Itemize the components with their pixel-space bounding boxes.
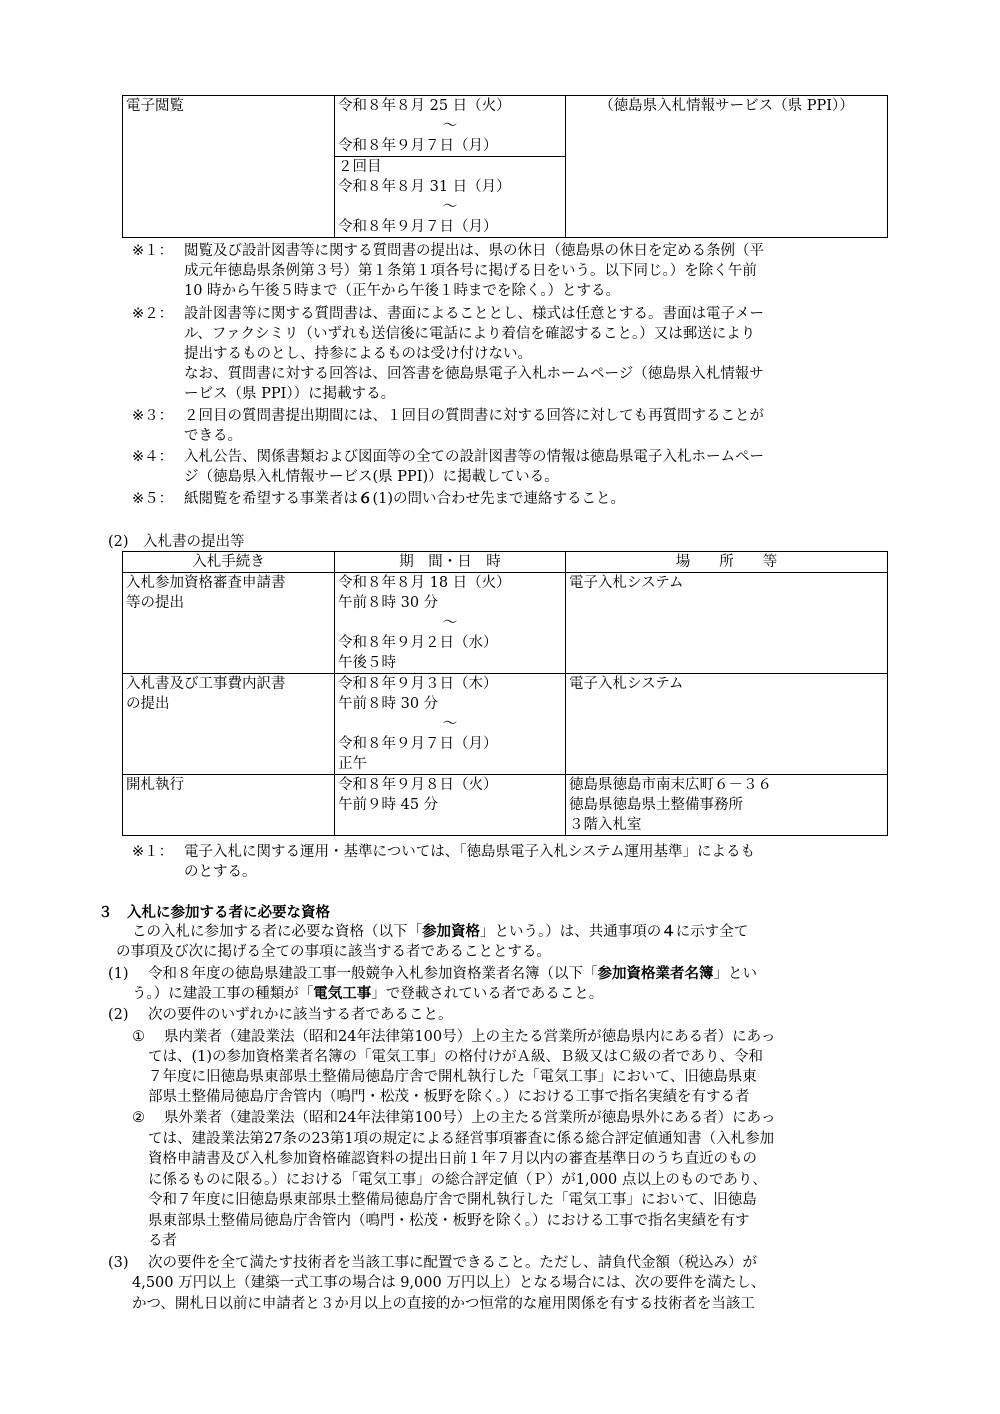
viewing-label-cell: 電子閲覧 [123, 96, 335, 238]
item-1-line-1: 令和８年度の徳島県建設工事一般競争入札参加資格業者名簿（以下「参加資格業者名簿」とい [148, 966, 757, 982]
sub-item-1-line-2: ては、(1)の参加資格業者名簿の「電気工事」の格付けがＡ級、Ｂ級又はＣ級の者であり、令和 [148, 1049, 764, 1065]
item-2-number: (2) [108, 1007, 129, 1023]
bid-row-3-place: 徳島県徳島市南末広町６－３６ 徳島県徳島県土整備事務所 ３階入札室 [566, 775, 888, 836]
sub-item-1-number: ① [132, 1029, 145, 1045]
note-2: ※２： 設計図書等に関する質問書は、書面によることとし、様式は任意とする。書面は電子メー ル、ファクシミリ（いずれも送信後に電話により着信を確認すること。）又は郵送により 提出するものとし、持参によるものは受け付けない。 なお、質問書に対する回答は、回答書を徳島県電子入札ホームページ（徳島県入札情報サ ービス（県 PPI））に掲載する。 [132, 306, 764, 402]
item-1-line-2: う。）に建設工事の種類が「電気工事」で登載されている者であること。 [132, 986, 604, 1002]
sub-item-1-line-1: 県内業者（建設業法（昭和24年法律第100号）上の主たる営業所が徳島県内にある者）にあっ [164, 1029, 776, 1045]
bid-table [122, 551, 888, 836]
note-4: ※４： 入札公告、関係書類および図面等の全ての設計図書等の情報は徳島県電子入札ホームペー ジ（徳島県入札情報サービス(県 PPI)）に掲載している。 [132, 449, 764, 485]
sub-item-2-line-1: 県外業者（建設業法（昭和24年法律第100号）上の主たる営業所が徳島県外にある者）にあっ [164, 1110, 776, 1126]
bid-row-1-proc: 入札参加資格審査申請書 等の提出 [123, 573, 335, 674]
bid-row-2-place: 電子入札システム [566, 674, 888, 775]
viewing-place-cell: （徳島県入札情報サービス（県 PPI）） [566, 96, 888, 238]
item-3-line-1: 次の要件を全て満たす技術者を当該工事に配置できること。ただし、請負代金額（税込み）が [148, 1255, 757, 1271]
item-1-number: (1) [108, 966, 129, 982]
note-5: ※５： 紙閲覧を希望する事業者は６(1)の問い合わせ先まで連絡すること。 [132, 491, 626, 507]
sub-item-1-line-4: 部県土整備局徳島庁舎管内（鳴門・松茂・板野を除く。）における工事で指名実績を有する者 [148, 1089, 750, 1105]
item-2-text: 次の要件のいずれかに該当する者であること。 [148, 1007, 453, 1023]
sub-item-2-line-5: 令和７年度に旧徳島県東部県土整備局徳島庁舎で開札執行した「電気工事」において、旧徳島 [148, 1192, 757, 1208]
bid-header-place: 場 所 等 [566, 552, 888, 573]
bid-row-2-proc: 入札書及び工事費内訳書 の提出 [123, 674, 335, 775]
bid-note-1: ※１： 電子入札に関する運用・基準については、「徳島県電子入札システム運用基準」によるも のとする。 [132, 844, 756, 880]
viewing-table [122, 95, 888, 238]
bid-row-2-period: 令和８年９月３日（木） 午前８時 30 分 〜 令和８年９月７日（月） 正午 [335, 674, 566, 775]
note-1: ※１： 閲覧及び設計図書等に関する質問書の提出は、県の休日（徳島県の休日を定める条例（平 成元年徳島県条例第３号）第１条第１項各号に掲げる日をいう。以下同じ。）を除く午前 10 時から午後５時まで（正午から午後１時までを除く。）とする。 [132, 243, 764, 299]
bid-row-1-place: 電子入札システム [566, 573, 888, 674]
sub-item-2-line-3: 資格申請書及び入札参加資格確認資料の提出日前１年７月以内の審査基準日のうち直近のもの [148, 1151, 757, 1167]
sub-item-2-line-4: に係るものに限る。）における「電気工事」の総合評定値（Ｐ）が1,000 点以上のものであり、 [148, 1172, 767, 1188]
item-3-number: (3) [108, 1255, 129, 1271]
viewing-period-1: 令和８年８月 25 日（火） 〜 令和８年９月７日（月） [335, 96, 566, 157]
sub-item-2-line-7: る者 [148, 1233, 177, 1249]
sub-item-2-line-6: 県東部県土整備局徳島庁舎管内（鳴門・松茂・板野を除く。）における工事で指名実績を有す [148, 1213, 750, 1229]
sub-item-2-number: ② [132, 1110, 145, 1126]
bid-row-3-proc: 開札執行 [123, 775, 335, 836]
section-3-intro-2: の事項及び次に掲げる全ての事項に該当する者であることとする。 [116, 944, 551, 960]
section-2-heading: (2) 入札書の提出等 [108, 534, 245, 550]
bid-header-period: 期 間・日 時 [335, 552, 566, 573]
bid-header-proc: 入札手続き [123, 552, 335, 573]
sub-item-2-line-2: ては、建設業法第27条の23第1項の規定による経営事項審査に係る総合評定値通知書（入札参加 [148, 1131, 775, 1147]
sub-item-1-line-3: ７年度に旧徳島県東部県土整備局徳島庁舎で開札執行した「電気工事」において、旧徳島県東 [148, 1069, 757, 1085]
section-3-intro-1: この入札に参加する者に必要な資格（以下「参加資格」という。）は、共通事項の４に示す全て [132, 924, 749, 940]
item-3-line-2: 4,500 万円以上（建築一式工事の場合は 9,000 万円以上）となる場合には、次の要件を満たし、 [132, 1275, 766, 1291]
bid-row-1-period: 令和８年８月 18 日（火） 午前８時 30 分 〜 令和８年９月２日（水） 午後５時 [335, 573, 566, 674]
item-3-line-3: かつ、開札日以前に申請者と３か月以上の直接的かつ恒常的な雇用関係を有する技術者を当該工 [132, 1296, 755, 1312]
viewing-period-2: ２回目 令和８年８月 31 日（月） 〜 令和８年９月７日（月） [335, 157, 566, 238]
note-3: ※３： ２回目の質問書提出期間には、１回目の質問書に対する回答に対しても再質問することが できる。 [132, 408, 764, 444]
bid-row-3-period: 令和８年９月８日（火） 午前９時 45 分 [335, 775, 566, 836]
section-3-heading: ３ 入札に参加する者に必要な資格 [98, 905, 330, 921]
